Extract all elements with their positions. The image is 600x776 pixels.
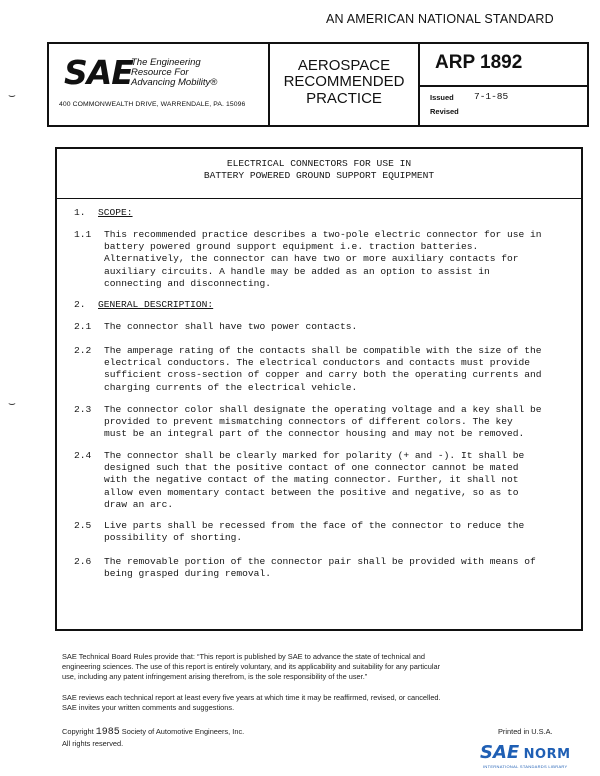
- tagline-line: Resource For: [131, 67, 189, 78]
- paragraph-line: with the negative contact of the mating connector. Further, it shall not: [104, 474, 519, 486]
- sae-norm-logo: [480, 742, 571, 763]
- section-heading: SCOPE:: [98, 207, 133, 218]
- paragraph-number: 2.5: [74, 520, 92, 531]
- margin-mark: ⌣: [8, 396, 16, 410]
- norm-brand: SAE: [480, 742, 520, 763]
- section-number: 2.: [74, 299, 86, 310]
- paragraph: [104, 321, 554, 333]
- paragraph: [104, 345, 554, 394]
- notice-line: SAE reviews each technical report at least every five years at which time it may be reaffirmed, revised, or cancelled.: [62, 693, 441, 702]
- paragraph-line: This recommended practice describes a two-pole electric connector for use in: [104, 229, 542, 240]
- paragraph-line: Alternatively, the connector can have two or more auxiliary contacts for: [104, 253, 519, 265]
- issued-label: Issued: [430, 93, 454, 102]
- paragraph-line: electrical conductors. The electrical conductors and contacts must provide: [104, 357, 531, 369]
- standard-banner: AN AMERICAN NATIONAL STANDARD: [326, 12, 554, 26]
- rights-reserved: All rights reserved.: [62, 739, 124, 748]
- paragraph-line: sufficient cross-section of copper and carry both the operating currents and: [104, 369, 542, 381]
- paragraph: [104, 404, 554, 441]
- paragraph-line: The amperage rating of the contacts shall be compatible with the size of the: [104, 345, 542, 356]
- paragraph-line: allow even momentary contact between the positive and negative, so as to: [104, 486, 519, 498]
- paragraph-line: The connector shall have two power contacts.: [104, 321, 358, 332]
- paragraph-line: The connector color shall designate the operating voltage and a key shall be: [104, 404, 542, 415]
- notice-line: use, including any patent infringement arising therefrom, is the sole responsibility of the user.”: [62, 672, 368, 681]
- section-heading: GENERAL DESCRIPTION:: [98, 299, 214, 310]
- paragraph-line: auxiliary circuits. A handle may be added as an option to assist in: [104, 265, 490, 277]
- notice-line: SAE invites your written comments and suggestions.: [62, 703, 235, 712]
- paragraph-number: 1.1: [74, 229, 92, 240]
- notice-line: SAE Technical Board Rules provide that: “This report is published by SAE to advance the state of technical and: [62, 652, 426, 661]
- board-rules-notice: [62, 652, 440, 682]
- norm-subtitle: INTERNATIONAL STANDARDS LIBRARY: [483, 764, 568, 769]
- document-title: ELECTRICAL CONNECTORS FOR USE IN: [226, 158, 412, 169]
- header-divider: [420, 85, 589, 87]
- paragraph-line: The connector shall be clearly marked for polarity (+ and -). It shall be: [104, 450, 525, 461]
- title-divider: [57, 198, 581, 199]
- norm-word: NORM: [523, 747, 571, 762]
- section-number: 1.: [74, 207, 86, 218]
- doc-type-line: RECOMMENDED: [283, 73, 405, 90]
- paragraph-line: provided to prevent mismatching connectors of different colors. The key: [104, 416, 513, 428]
- sae-address: 400 COMMONWEALTH DRIVE, WARRENDALE, PA. 15096: [59, 101, 246, 108]
- printed-in: Printed in U.S.A.: [498, 727, 553, 736]
- doc-number: ARP 1892: [435, 52, 523, 73]
- paragraph-number: 2.1: [74, 321, 92, 332]
- paragraph-line: draw an arc.: [104, 498, 174, 510]
- tagline-line: The Engineering: [131, 57, 201, 68]
- doc-type-line: PRACTICE: [306, 90, 382, 107]
- sae-tagline: [131, 58, 217, 88]
- copyright-owner: Society of Automotive Engineers, Inc.: [121, 727, 245, 736]
- sae-logo: SAE: [64, 53, 133, 92]
- paragraph-number: 2.4: [74, 450, 92, 461]
- paragraph: [104, 450, 554, 511]
- tagline-line: Advancing Mobility®: [131, 77, 218, 88]
- issued-date: 7-1-85: [474, 91, 509, 102]
- revised-label: Revised: [430, 107, 459, 116]
- copyright-line: [62, 727, 244, 738]
- paragraph-line: possibility of shorting.: [104, 532, 243, 544]
- paragraph: [104, 520, 554, 544]
- paragraph-line: The removable portion of the connector pair shall be provided with means of: [104, 556, 536, 567]
- paragraph-line: designed such that the positive contact of one connector cannot be mated: [104, 462, 519, 474]
- paragraph-line: battery powered ground support equipment i.e. traction batteries.: [104, 241, 479, 253]
- paragraph-number: 2.3: [74, 404, 92, 415]
- paragraph: [104, 229, 554, 290]
- paragraph-line: connecting and disconnecting.: [104, 277, 271, 289]
- document-title: BATTERY POWERED GROUND SUPPORT EQUIPMENT: [203, 170, 435, 181]
- doc-type-line: AEROSPACE: [297, 57, 391, 74]
- copyright-year: 1985: [95, 727, 120, 738]
- copyright-label: Copyright: [62, 727, 94, 736]
- paragraph-number: 2.6: [74, 556, 92, 567]
- paragraph-number: 2.2: [74, 345, 92, 356]
- margin-mark: ⌣: [8, 88, 16, 102]
- paragraph-line: charging currents of the electrical vehicle.: [104, 381, 358, 393]
- paragraph-line: Live parts shall be recessed from the face of the connector to reduce the: [104, 520, 525, 531]
- paragraph-line: must be an integral part of the connector housing and may not be removed.: [104, 428, 525, 440]
- notice-line: engineering sciences. The use of this report is entirely voluntary, and its applicability and suitability for any particular: [62, 662, 441, 671]
- paragraph-line: being grasped during removal.: [104, 568, 271, 580]
- review-notice: [62, 693, 441, 713]
- paragraph: [104, 556, 554, 580]
